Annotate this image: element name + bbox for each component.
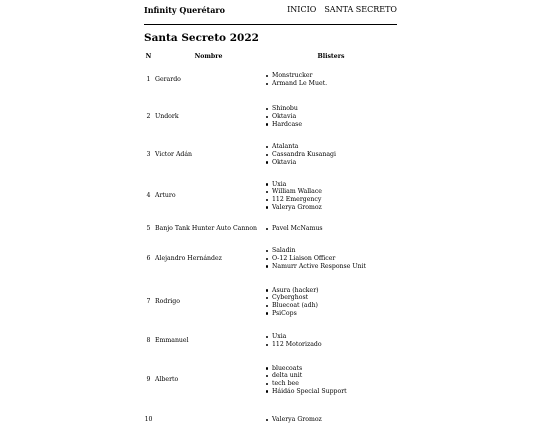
blister-item: Pavel McNamus [265,225,397,233]
table-row [144,173,397,219]
header-n: N [145,52,152,60]
blister-item: Asura (hacker) [265,287,397,295]
table-row [144,357,397,403]
blister-list [265,365,397,396]
table-row [144,219,397,239]
row-blisters [263,63,397,97]
row-blisters [263,357,397,403]
table-row [144,63,397,97]
nav-links [287,5,397,15]
row-blisters [263,403,397,437]
brand-link[interactable]: Infinity Querétaro [144,5,225,15]
blister-list [265,181,397,212]
blister-item: bluecoats [265,365,397,373]
blister-item: Oktavia [265,113,397,121]
blister-item: William Wallace [265,188,397,196]
blister-item: Namurr Active Response Unit [265,263,397,271]
table-row [144,137,397,173]
table-row [144,325,397,357]
row-blisters [263,325,397,357]
blister-list [265,247,397,270]
row-number: 8 [146,337,151,345]
blister-item: Oktavia [265,159,397,167]
row-nombre: Rodrigo [155,298,180,306]
row-nombre: Gerardo [155,76,181,84]
blister-list [265,225,397,233]
blister-item: Hardcase [265,121,397,129]
row-nombre: Undork [155,113,179,121]
nav-link-inicio[interactable]: INICIO [287,5,317,14]
blister-item: Atalanta [265,143,397,151]
blister-item: Uxia [265,181,397,189]
row-blisters [263,279,397,325]
table-row [144,239,397,279]
row-nombre: Arturo [155,192,176,200]
row-nombre: Victor Adán [155,151,193,159]
blister-item: tech bee [265,380,397,388]
blister-item: PsiCops [265,310,397,318]
blister-item: Valerya Gromoz [265,204,397,212]
content-container [144,0,397,424]
header-nombre: Nombre [194,52,223,60]
blister-list [265,105,397,128]
blister-item: Cyberghost [265,294,397,302]
blister-item: Shinobu [265,105,397,113]
row-nombre: Banjo Tank Hunter Auto Cannon [155,225,258,233]
row-blisters [263,173,397,219]
blister-item: delta unit [265,372,397,380]
blister-list [265,333,397,348]
table-header-row [144,50,397,63]
blister-list [265,72,397,87]
table-row [144,279,397,325]
blister-item: Uxia [265,333,397,341]
row-blisters [263,239,397,279]
row-number: 4 [146,192,151,200]
blister-item: Valerya Gromoz [265,416,397,424]
table-row [144,97,397,137]
row-number: 3 [146,151,151,159]
row-number: 5 [146,225,151,233]
blister-item: Saladin [265,247,397,255]
table-row [144,403,397,437]
row-number: 6 [146,255,151,263]
blister-item: 112 Motorizado [265,341,397,349]
row-number: 2 [146,113,151,121]
row-blisters [263,137,397,173]
blister-item: Cassandra Kusanagi [265,151,397,159]
blister-item: Bluecoat (adh) [265,302,397,310]
row-number: 9 [146,376,151,384]
nav-link-santa-secreto[interactable]: SANTA SECRETO [324,5,397,14]
row-blisters [263,97,397,137]
row-nombre [153,403,263,437]
blister-list [265,416,397,424]
blister-list [265,143,397,166]
row-blisters [263,219,397,239]
blister-list [265,287,397,318]
row-nombre: Alberto [155,376,179,384]
row-nombre: Emmanuel [155,337,189,345]
blister-item: Armand Le Muet. [265,80,397,88]
blister-item: Monstrucker [265,72,397,80]
santa-secreto-table [144,50,397,437]
page-title: Santa Secreto 2022 [144,32,259,44]
blister-item: 112 Emergency [265,196,397,204]
blister-item: O-12 Liaison Officer [265,255,397,263]
blister-item: Háidáo Special Support [265,388,397,396]
table-body [144,63,397,437]
header-blisters: Blisters [317,52,345,60]
row-number: 1 [146,76,151,84]
top-navbar [144,0,397,25]
row-nombre: Alejandro Hernández [155,255,222,263]
row-number: 10 [144,416,153,424]
row-number: 7 [146,298,151,306]
